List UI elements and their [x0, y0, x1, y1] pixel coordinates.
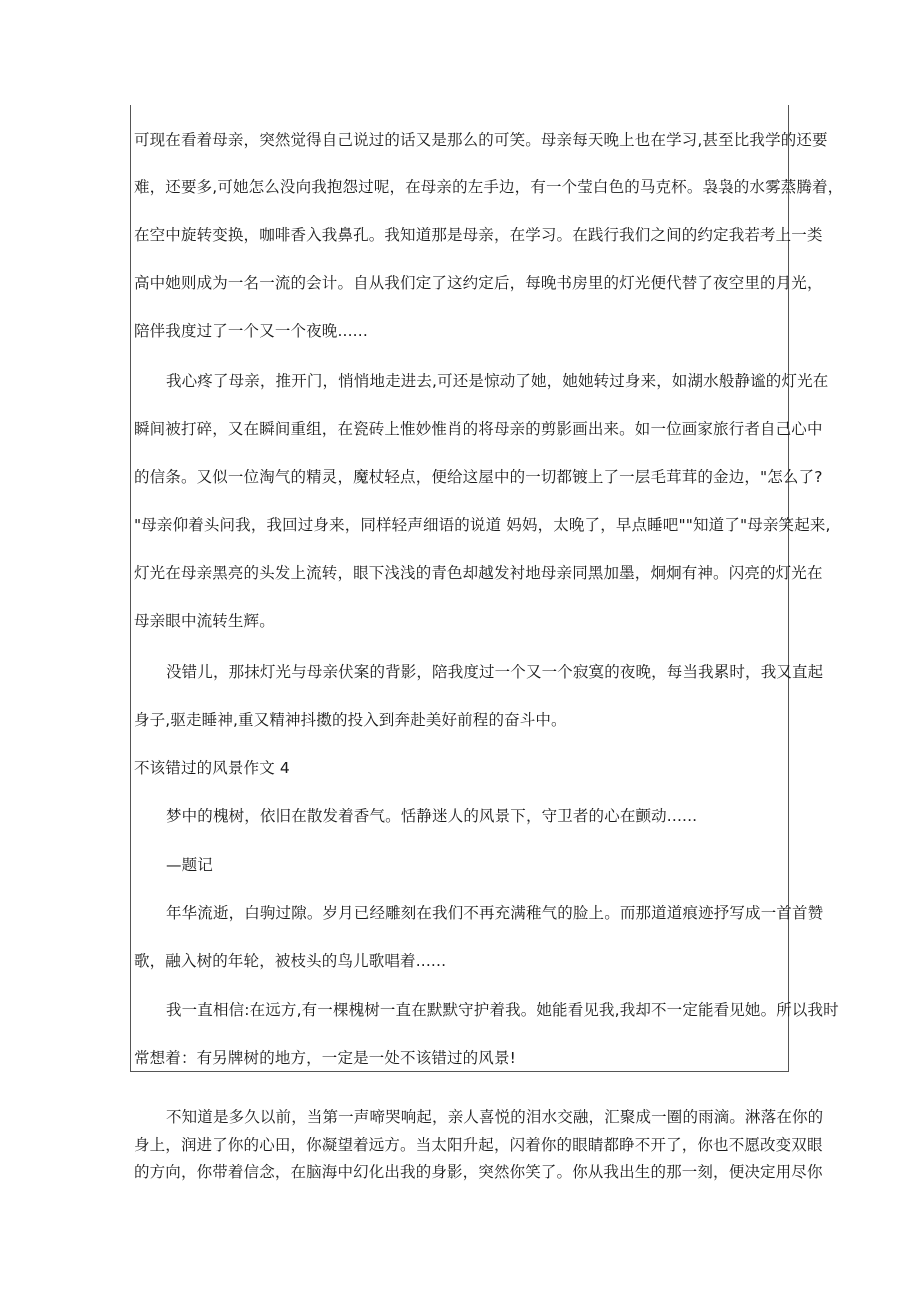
paragraph-start: 年华流逝，白驹过隙。岁月已经雕刻在我们不再充满稚气的脸上。而那道道痕迹抒写成一首首赞	[166, 904, 824, 922]
text-line: 常想着：有另牌树的地方，一定是一处不该错过的风景!	[134, 1049, 516, 1067]
bordered-text-box	[130, 105, 789, 1072]
text-line: 母亲眼中流转生辉。	[134, 612, 275, 630]
text-line: 高中她则成为一名一流的会计。自从我们定了这约定后，每晚书房里的灯光便代替了夜空里的月光，	[134, 274, 823, 292]
text-line: 可现在看着母亲，突然觉得自己说过的话又是那么的可笑。母亲每天晚上也在学习,甚至比我学的还要	[134, 131, 828, 149]
text-line: 身子,驱走睡神,重又精神抖擞的投入到奔赴美好前程的奋斗中。	[134, 711, 567, 729]
text-line: 歌，融入树的年轮，被枝头的鸟儿歌唱着......	[134, 952, 447, 970]
text-line: 陪伴我度过了一个又一个夜晚......	[134, 322, 368, 340]
text-line: 的信条。又似一位淘气的精灵，魔杖轻点，便给这屋中的一切都镀上了一层毛茸茸的金边，"怎么了?	[134, 468, 823, 486]
text-line: 在空中旋转变换，咖啡香入我鼻孔。我知道那是母亲，在学习。在践行我们之间的约定我若考上一类	[134, 226, 823, 244]
text-line: 难，还要多,可她怎么没向我抱怨过呢，在母亲的左手边，有一个莹白色的马克杯。袅袅的水雾蒸腾着，	[134, 178, 844, 196]
paragraph-start: 不知道是多久以前，当第一声啼哭响起，亲人喜悦的泪水交融，汇聚成一圈的雨滴。淋落在你的	[166, 1108, 824, 1126]
text-line: 身上，润进了你的心田，你凝望着远方。当太阳升起，闪着你的眼睛都睁不开了，你也不愿改变双眼	[134, 1136, 823, 1154]
epigraph-attribution: —题记	[166, 856, 213, 874]
paragraph-start: 没错儿，那抹灯光与母亲伏案的背影，陪我度过一个又一个寂寞的夜晚，每当我累时，我又直起	[166, 663, 824, 681]
section-heading: 不该错过的风景作文 4	[134, 759, 290, 777]
paragraph-start: 梦中的槐树，依旧在散发着香气。恬静迷人的风景下，守卫者的心在颤动......	[166, 807, 698, 825]
text-line: 的方向，你带着信念，在脑海中幻化出我的身影，突然你笑了。你从我出生的那一刻，便决定用尽你	[134, 1163, 823, 1181]
text-line: 灯光在母亲黑亮的头发上流转，眼下浅浅的青色却越发衬地母亲同黑加墨，炯炯有神。闪亮的灯光在	[134, 564, 823, 582]
paragraph-start: 我一直相信:在远方,有一棵槐树一直在默默守护着我。她能看见我,我却不一定能看见她。所以我时	[166, 1001, 839, 1019]
paragraph-start: 我心疼了母亲，推开门，悄悄地走进去,可还是惊动了她，她她转过身来，如湖水般静谧的灯光在	[166, 372, 829, 390]
text-line: 瞬间被打碎，又在瞬间重组，在瓷砖上惟妙惟肖的将母亲的剪影画出来。如一位画家旅行者自己心中	[134, 420, 823, 438]
text-line: "母亲仰着头问我，我回过身来，同样轻声细语的说道 妈妈，太晚了，早点睡吧""知道了"母亲笑起来,	[134, 516, 831, 534]
